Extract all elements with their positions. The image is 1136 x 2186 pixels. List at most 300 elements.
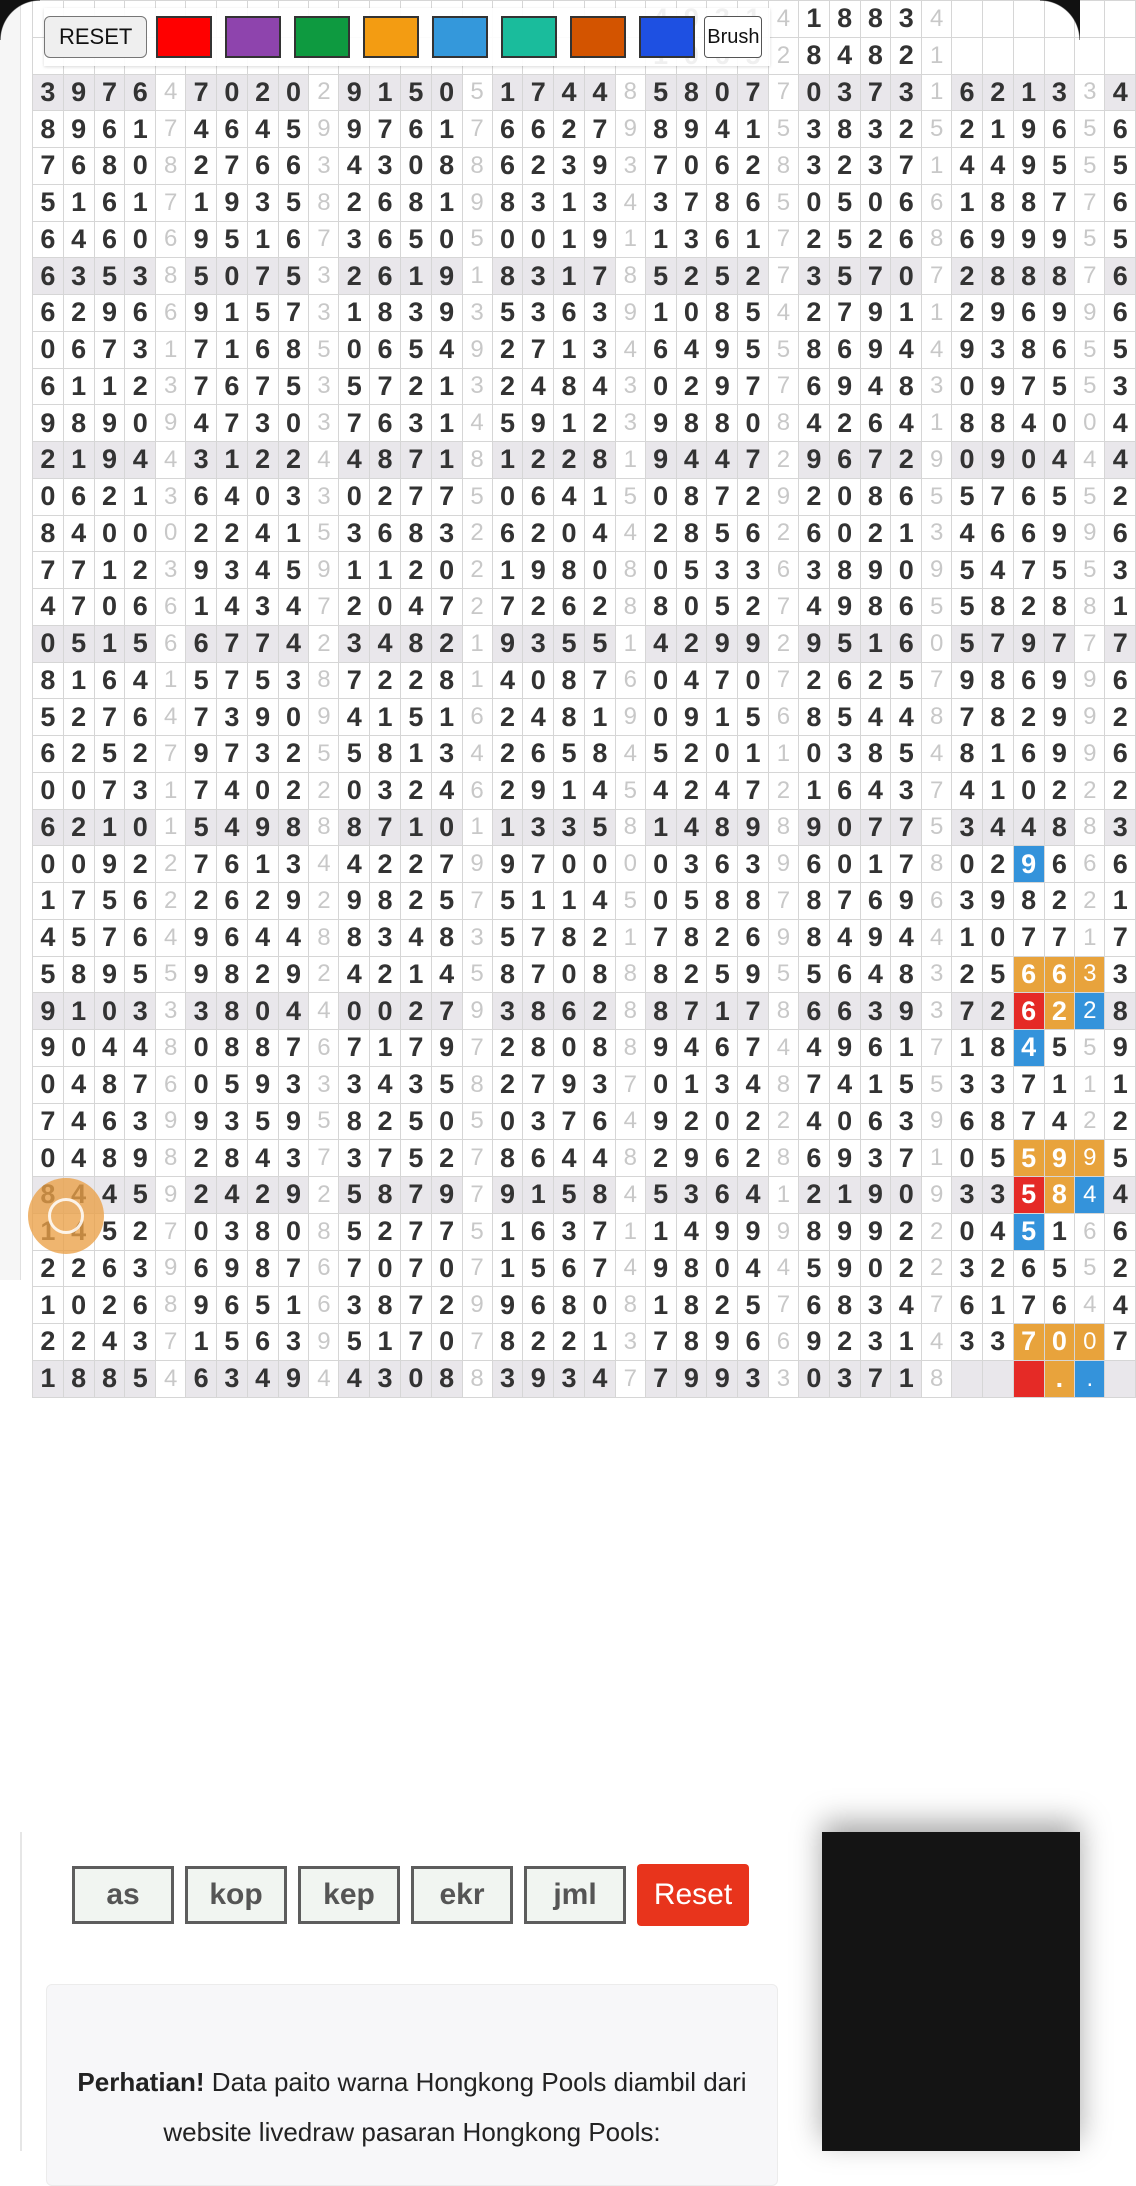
- sum-cell[interactable]: 8: [615, 956, 645, 993]
- digit-cell[interactable]: 6: [738, 1324, 769, 1361]
- digit-cell[interactable]: [1105, 37, 1136, 74]
- sum-cell[interactable]: 2: [1075, 883, 1105, 920]
- sum-cell[interactable]: 7: [768, 883, 798, 920]
- digit-cell[interactable]: 1: [1105, 589, 1136, 626]
- digit-cell[interactable]: 6: [798, 368, 829, 405]
- digit-cell[interactable]: 9: [523, 552, 554, 589]
- digit-cell[interactable]: 9: [829, 1030, 860, 1067]
- digit-cell[interactable]: 8: [216, 1030, 247, 1067]
- digit-cell[interactable]: 7: [645, 1360, 676, 1397]
- digit-cell[interactable]: 1: [94, 368, 125, 405]
- digit-cell[interactable]: 8: [247, 1213, 278, 1250]
- digit-cell[interactable]: 5: [738, 699, 769, 736]
- digit-cell[interactable]: 5: [492, 295, 523, 332]
- sum-cell[interactable]: 8: [1075, 809, 1105, 846]
- digit-cell[interactable]: 0: [676, 589, 707, 626]
- digit-cell[interactable]: 0: [554, 515, 585, 552]
- digit-cell[interactable]: 2: [33, 1324, 64, 1361]
- digit-cell[interactable]: 6: [891, 184, 922, 221]
- digit-cell[interactable]: 3: [798, 148, 829, 185]
- digit-cell[interactable]: 5: [492, 405, 523, 442]
- sum-cell[interactable]: 9: [462, 331, 492, 368]
- digit-cell[interactable]: 2: [798, 295, 829, 332]
- sum-cell[interactable]: 7: [922, 258, 952, 295]
- sum-cell[interactable]: 1: [768, 736, 798, 773]
- sum-cell[interactable]: 2: [156, 846, 186, 883]
- digit-cell[interactable]: 8: [584, 1030, 615, 1067]
- digit-cell[interactable]: 0: [339, 478, 370, 515]
- sum-cell[interactable]: 6: [922, 883, 952, 920]
- digit-cell[interactable]: 4: [431, 772, 462, 809]
- digit-cell[interactable]: 6: [523, 478, 554, 515]
- digit-cell[interactable]: 4: [860, 772, 891, 809]
- sum-cell[interactable]: 2: [462, 552, 492, 589]
- digit-cell[interactable]: 3: [216, 1213, 247, 1250]
- digit-cell[interactable]: 1: [278, 515, 309, 552]
- sum-cell[interactable]: 8: [156, 148, 186, 185]
- digit-cell[interactable]: 8: [645, 589, 676, 626]
- sum-cell[interactable]: 3: [309, 478, 339, 515]
- digit-cell[interactable]: 0: [94, 589, 125, 626]
- sum-cell[interactable]: 9: [615, 295, 645, 332]
- sum-cell[interactable]: 6: [462, 772, 492, 809]
- digit-cell[interactable]: 8: [982, 662, 1013, 699]
- digit-cell[interactable]: 3: [339, 625, 370, 662]
- digit-cell[interactable]: 8: [982, 184, 1013, 221]
- digit-cell[interactable]: 3: [860, 148, 891, 185]
- digit-cell[interactable]: 8: [1013, 258, 1044, 295]
- sum-cell[interactable]: 6: [1075, 1213, 1105, 1250]
- digit-cell[interactable]: 9: [125, 1140, 156, 1177]
- digit-cell[interactable]: 8: [860, 589, 891, 626]
- digit-cell[interactable]: 6: [707, 846, 738, 883]
- digit-cell[interactable]: 7: [829, 883, 860, 920]
- digit-cell[interactable]: 6: [1105, 1213, 1136, 1250]
- sum-cell[interactable]: 9: [922, 1103, 952, 1140]
- digit-cell[interactable]: 8: [247, 1030, 278, 1067]
- digit-cell[interactable]: 6: [1105, 662, 1136, 699]
- digit-cell[interactable]: 2: [278, 736, 309, 773]
- digit-cell[interactable]: 6: [125, 1287, 156, 1324]
- digit-cell[interactable]: 6: [94, 662, 125, 699]
- digit-cell[interactable]: 3: [738, 552, 769, 589]
- digit-cell[interactable]: 5: [216, 1066, 247, 1103]
- digit-cell[interactable]: 0: [278, 74, 309, 111]
- sum-cell[interactable]: 9: [1075, 515, 1105, 552]
- digit-cell[interactable]: 3: [554, 1360, 585, 1397]
- digit-cell[interactable]: 1: [982, 111, 1013, 148]
- digit-cell[interactable]: 2: [492, 368, 523, 405]
- sum-cell[interactable]: 9: [156, 1103, 186, 1140]
- digit-cell[interactable]: 6: [370, 405, 401, 442]
- digit-cell[interactable]: 2: [247, 442, 278, 479]
- sum-cell[interactable]: 5: [156, 956, 186, 993]
- sum-cell[interactable]: 7: [922, 662, 952, 699]
- digit-cell[interactable]: 9: [339, 111, 370, 148]
- digit-cell[interactable]: 7: [186, 772, 217, 809]
- digit-cell[interactable]: 7: [738, 368, 769, 405]
- digit-cell[interactable]: 3: [370, 772, 401, 809]
- digit-cell[interactable]: 8: [216, 1140, 247, 1177]
- digit-cell[interactable]: 9: [738, 809, 769, 846]
- digit-cell[interactable]: 0: [645, 1066, 676, 1103]
- sum-cell[interactable]: 6: [156, 1066, 186, 1103]
- digit-cell[interactable]: 4: [247, 919, 278, 956]
- digit-cell[interactable]: 8: [676, 478, 707, 515]
- sum-cell[interactable]: 0: [1075, 405, 1105, 442]
- digit-cell[interactable]: 1: [645, 221, 676, 258]
- digit-cell[interactable]: 9: [492, 1177, 523, 1214]
- digit-cell[interactable]: 0: [339, 772, 370, 809]
- digit-cell[interactable]: 0: [33, 625, 64, 662]
- digit-cell[interactable]: 6: [400, 111, 431, 148]
- sum-cell[interactable]: 9: [768, 919, 798, 956]
- digit-cell[interactable]: 5: [63, 625, 94, 662]
- digit-cell[interactable]: 9: [982, 368, 1013, 405]
- sum-cell[interactable]: 6: [768, 552, 798, 589]
- digit-cell[interactable]: 8: [1013, 184, 1044, 221]
- digit-cell[interactable]: 2: [738, 1140, 769, 1177]
- digit-cell[interactable]: 2: [798, 1177, 829, 1214]
- sum-cell[interactable]: 3: [309, 148, 339, 185]
- digit-cell[interactable]: 7: [891, 809, 922, 846]
- digit-cell[interactable]: 2: [554, 442, 585, 479]
- digit-cell[interactable]: 4: [94, 1324, 125, 1361]
- digit-cell[interactable]: 1: [431, 442, 462, 479]
- digit-cell[interactable]: 2: [1013, 699, 1044, 736]
- sum-cell[interactable]: 8: [309, 662, 339, 699]
- digit-cell[interactable]: 4: [676, 809, 707, 846]
- digit-cell[interactable]: 3: [278, 1140, 309, 1177]
- digit-cell[interactable]: 3: [860, 1287, 891, 1324]
- digit-cell[interactable]: 2: [125, 1213, 156, 1250]
- digit-cell[interactable]: 0: [738, 405, 769, 442]
- sum-cell[interactable]: 4: [156, 1360, 186, 1397]
- digit-cell[interactable]: 8: [339, 1103, 370, 1140]
- digit-cell[interactable]: 7: [431, 478, 462, 515]
- digit-cell[interactable]: 4: [278, 589, 309, 626]
- digit-cell[interactable]: 4: [891, 331, 922, 368]
- digit-cell[interactable]: 4: [798, 1103, 829, 1140]
- digit-cell[interactable]: 3: [860, 111, 891, 148]
- swatch-purple[interactable]: [225, 16, 281, 58]
- digit-cell[interactable]: 1: [982, 772, 1013, 809]
- digit-cell[interactable]: 4: [431, 331, 462, 368]
- sum-cell[interactable]: 2: [156, 883, 186, 920]
- sum-cell[interactable]: 3: [462, 368, 492, 405]
- digit-cell[interactable]: 1: [492, 552, 523, 589]
- digit-cell[interactable]: [1013, 1360, 1044, 1397]
- digit-cell[interactable]: 8: [370, 883, 401, 920]
- digit-cell[interactable]: 5: [400, 1140, 431, 1177]
- sum-cell[interactable]: 8: [768, 809, 798, 846]
- digit-cell[interactable]: 9: [339, 883, 370, 920]
- digit-cell[interactable]: 3: [554, 148, 585, 185]
- sum-cell[interactable]: 7: [922, 1030, 952, 1067]
- digit-cell[interactable]: 7: [94, 74, 125, 111]
- digit-cell[interactable]: 2: [400, 846, 431, 883]
- digit-cell[interactable]: 2: [982, 993, 1013, 1030]
- digit-cell[interactable]: 4: [278, 919, 309, 956]
- sum-cell[interactable]: 4: [922, 1324, 952, 1361]
- digit-cell[interactable]: [952, 1, 983, 38]
- sum-cell[interactable]: 4: [922, 331, 952, 368]
- sum-cell[interactable]: 7: [462, 1030, 492, 1067]
- digit-cell[interactable]: 5: [278, 258, 309, 295]
- digit-cell[interactable]: 0: [63, 846, 94, 883]
- sum-cell[interactable]: 8: [462, 148, 492, 185]
- digit-cell[interactable]: 3: [1105, 956, 1136, 993]
- digit-cell[interactable]: 7: [1105, 625, 1136, 662]
- sum-cell[interactable]: 1: [615, 221, 645, 258]
- digit-cell[interactable]: 4: [339, 846, 370, 883]
- digit-cell[interactable]: 8: [738, 883, 769, 920]
- digit-cell[interactable]: 5: [645, 1177, 676, 1214]
- digit-cell[interactable]: 2: [952, 956, 983, 993]
- digit-cell[interactable]: 9: [186, 1287, 217, 1324]
- sum-cell[interactable]: 2: [922, 1213, 952, 1250]
- digit-cell[interactable]: 9: [645, 1250, 676, 1287]
- digit-cell[interactable]: 5: [554, 736, 585, 773]
- digit-cell[interactable]: 8: [829, 552, 860, 589]
- sum-cell[interactable]: 7: [1075, 258, 1105, 295]
- digit-cell[interactable]: 2: [400, 772, 431, 809]
- sum-cell[interactable]: 6: [156, 221, 186, 258]
- digit-cell[interactable]: 1: [216, 295, 247, 332]
- digit-cell[interactable]: 6: [798, 993, 829, 1030]
- sum-cell[interactable]: 9: [309, 111, 339, 148]
- digit-cell[interactable]: 2: [1105, 699, 1136, 736]
- sum-cell[interactable]: 1: [462, 258, 492, 295]
- digit-cell[interactable]: 4: [707, 111, 738, 148]
- digit-cell[interactable]: 7: [738, 442, 769, 479]
- digit-cell[interactable]: 4: [339, 442, 370, 479]
- sum-cell[interactable]: 0: [1075, 1324, 1105, 1361]
- digit-cell[interactable]: 1: [370, 1324, 401, 1361]
- digit-cell[interactable]: 8: [798, 883, 829, 920]
- digit-cell[interactable]: 4: [829, 1066, 860, 1103]
- digit-cell[interactable]: 9: [186, 736, 217, 773]
- digit-cell[interactable]: 2: [891, 111, 922, 148]
- digit-cell[interactable]: 5: [94, 258, 125, 295]
- digit-cell[interactable]: 3: [523, 625, 554, 662]
- digit-cell[interactable]: 2: [63, 295, 94, 332]
- digit-cell[interactable]: 2: [247, 74, 278, 111]
- digit-cell[interactable]: 3: [707, 552, 738, 589]
- digit-cell[interactable]: 8: [891, 368, 922, 405]
- digit-cell[interactable]: 0: [645, 552, 676, 589]
- digit-cell[interactable]: 1: [186, 184, 217, 221]
- digit-cell[interactable]: 6: [186, 1250, 217, 1287]
- digit-cell[interactable]: 2: [982, 74, 1013, 111]
- digit-cell[interactable]: 8: [1105, 993, 1136, 1030]
- digit-cell[interactable]: 7: [738, 74, 769, 111]
- digit-cell[interactable]: 2: [798, 221, 829, 258]
- digit-cell[interactable]: 4: [584, 74, 615, 111]
- digit-cell[interactable]: 7: [860, 258, 891, 295]
- digit-cell[interactable]: 4: [339, 699, 370, 736]
- digit-cell[interactable]: 7: [891, 846, 922, 883]
- sum-cell[interactable]: 9: [1075, 1140, 1105, 1177]
- sum-cell[interactable]: 4: [922, 736, 952, 773]
- digit-cell[interactable]: 5: [63, 919, 94, 956]
- digit-cell[interactable]: 0: [247, 478, 278, 515]
- digit-cell[interactable]: 4: [278, 993, 309, 1030]
- digit-cell[interactable]: 3: [738, 846, 769, 883]
- digit-cell[interactable]: 8: [94, 1140, 125, 1177]
- digit-cell[interactable]: 8: [829, 111, 860, 148]
- digit-cell[interactable]: 5: [1044, 148, 1075, 185]
- sum-cell[interactable]: 7: [309, 1140, 339, 1177]
- digit-cell[interactable]: 7: [584, 258, 615, 295]
- digit-cell[interactable]: 6: [492, 148, 523, 185]
- digit-cell[interactable]: 2: [370, 662, 401, 699]
- digit-cell[interactable]: 8: [860, 736, 891, 773]
- digit-cell[interactable]: 2: [431, 1140, 462, 1177]
- sum-cell[interactable]: 7: [768, 662, 798, 699]
- digit-cell[interactable]: 9: [798, 1324, 829, 1361]
- sum-cell[interactable]: 7: [1075, 184, 1105, 221]
- digit-cell[interactable]: 0: [554, 956, 585, 993]
- digit-cell[interactable]: 4: [891, 1287, 922, 1324]
- sum-cell[interactable]: 3: [922, 993, 952, 1030]
- sum-cell[interactable]: 4: [615, 1103, 645, 1140]
- digit-cell[interactable]: 9: [860, 1213, 891, 1250]
- digit-cell[interactable]: 7: [1013, 1287, 1044, 1324]
- digit-cell[interactable]: 8: [431, 919, 462, 956]
- sum-cell[interactable]: 4: [615, 1250, 645, 1287]
- digit-cell[interactable]: 3: [186, 993, 217, 1030]
- digit-cell[interactable]: 9: [707, 1360, 738, 1397]
- digit-cell[interactable]: 5: [400, 221, 431, 258]
- digit-cell[interactable]: 2: [63, 1250, 94, 1287]
- digit-cell[interactable]: 3: [554, 809, 585, 846]
- sum-cell[interactable]: 7: [922, 772, 952, 809]
- digit-cell[interactable]: 5: [278, 552, 309, 589]
- digit-cell[interactable]: 0: [860, 184, 891, 221]
- sum-cell[interactable]: 2: [309, 74, 339, 111]
- digit-cell[interactable]: 3: [370, 148, 401, 185]
- digit-cell[interactable]: 0: [63, 1030, 94, 1067]
- sum-cell[interactable]: 1: [615, 919, 645, 956]
- digit-cell[interactable]: 5: [431, 883, 462, 920]
- sum-cell[interactable]: 7: [615, 1066, 645, 1103]
- sum-cell[interactable]: 8: [615, 74, 645, 111]
- digit-cell[interactable]: 1: [400, 736, 431, 773]
- sum-cell[interactable]: 8: [922, 699, 952, 736]
- digit-cell[interactable]: 1: [860, 625, 891, 662]
- digit-cell[interactable]: 6: [370, 221, 401, 258]
- digit-cell[interactable]: 3: [247, 405, 278, 442]
- digit-cell[interactable]: 7: [1044, 919, 1075, 956]
- digit-cell[interactable]: 5: [400, 331, 431, 368]
- digit-cell[interactable]: 2: [400, 883, 431, 920]
- digit-cell[interactable]: 8: [982, 258, 1013, 295]
- digit-cell[interactable]: 0: [125, 809, 156, 846]
- digit-cell[interactable]: 7: [247, 368, 278, 405]
- digit-cell[interactable]: 1: [676, 1066, 707, 1103]
- digit-cell[interactable]: 3: [982, 1177, 1013, 1214]
- digit-cell[interactable]: 6: [1044, 111, 1075, 148]
- digit-cell[interactable]: 7: [860, 1360, 891, 1397]
- digit-cell[interactable]: 4: [247, 552, 278, 589]
- digit-cell[interactable]: 1: [982, 1287, 1013, 1324]
- sum-cell[interactable]: 8: [309, 1213, 339, 1250]
- digit-cell[interactable]: 1: [952, 184, 983, 221]
- sum-cell[interactable]: 4: [768, 1030, 798, 1067]
- digit-cell[interactable]: 2: [63, 699, 94, 736]
- digit-cell[interactable]: 7: [645, 919, 676, 956]
- sum-cell[interactable]: 7: [462, 883, 492, 920]
- sum-cell[interactable]: 2: [768, 625, 798, 662]
- digit-cell[interactable]: 9: [492, 625, 523, 662]
- digit-cell[interactable]: 2: [63, 809, 94, 846]
- digit-cell[interactable]: 0: [645, 883, 676, 920]
- digit-cell[interactable]: 9: [1044, 515, 1075, 552]
- sum-cell[interactable]: 1: [768, 1177, 798, 1214]
- digit-cell[interactable]: 4: [94, 1177, 125, 1214]
- digit-cell[interactable]: 0: [186, 1066, 217, 1103]
- digit-cell[interactable]: 0: [584, 1287, 615, 1324]
- sum-cell[interactable]: 7: [922, 1287, 952, 1324]
- digit-cell[interactable]: 7: [186, 846, 217, 883]
- digit-cell[interactable]: 0: [645, 368, 676, 405]
- digit-cell[interactable]: 6: [33, 221, 64, 258]
- digit-cell[interactable]: 8: [982, 1103, 1013, 1140]
- digit-cell[interactable]: 1: [1013, 74, 1044, 111]
- digit-cell[interactable]: 4: [339, 1360, 370, 1397]
- digit-cell[interactable]: 7: [278, 295, 309, 332]
- digit-cell[interactable]: 5: [707, 589, 738, 626]
- digit-cell[interactable]: 3: [339, 1066, 370, 1103]
- sum-cell[interactable]: 8: [922, 221, 952, 258]
- digit-cell[interactable]: 6: [33, 368, 64, 405]
- digit-cell[interactable]: 0: [645, 846, 676, 883]
- digit-cell[interactable]: 8: [584, 956, 615, 993]
- digit-cell[interactable]: 0: [33, 772, 64, 809]
- digit-cell[interactable]: 3: [891, 74, 922, 111]
- digit-cell[interactable]: 2: [584, 405, 615, 442]
- digit-cell[interactable]: 6: [1044, 846, 1075, 883]
- digit-cell[interactable]: 1: [584, 1324, 615, 1361]
- digit-cell[interactable]: 2: [891, 37, 922, 74]
- digit-cell[interactable]: 8: [278, 331, 309, 368]
- digit-cell[interactable]: 8: [982, 1030, 1013, 1067]
- digit-cell[interactable]: 7: [94, 772, 125, 809]
- digit-cell[interactable]: 8: [952, 405, 983, 442]
- digit-cell[interactable]: 0: [798, 1360, 829, 1397]
- sum-cell[interactable]: 8: [309, 809, 339, 846]
- digit-cell[interactable]: 7: [216, 405, 247, 442]
- sum-cell[interactable]: 4: [309, 442, 339, 479]
- digit-cell[interactable]: 7: [952, 993, 983, 1030]
- digit-cell[interactable]: 1: [645, 1213, 676, 1250]
- digit-cell[interactable]: 0: [952, 1213, 983, 1250]
- digit-cell[interactable]: 6: [738, 515, 769, 552]
- sum-cell[interactable]: 5: [1075, 331, 1105, 368]
- digit-cell[interactable]: 1: [584, 699, 615, 736]
- digit-cell[interactable]: 6: [829, 956, 860, 993]
- digit-cell[interactable]: 4: [584, 883, 615, 920]
- digit-cell[interactable]: 5: [952, 625, 983, 662]
- digit-cell[interactable]: 1: [1105, 1066, 1136, 1103]
- sum-cell[interactable]: 7: [156, 1213, 186, 1250]
- sum-cell[interactable]: 1: [156, 772, 186, 809]
- sum-cell[interactable]: 2: [309, 772, 339, 809]
- digit-cell[interactable]: 1: [738, 221, 769, 258]
- digit-cell[interactable]: 6: [523, 1287, 554, 1324]
- digit-cell[interactable]: 9: [247, 809, 278, 846]
